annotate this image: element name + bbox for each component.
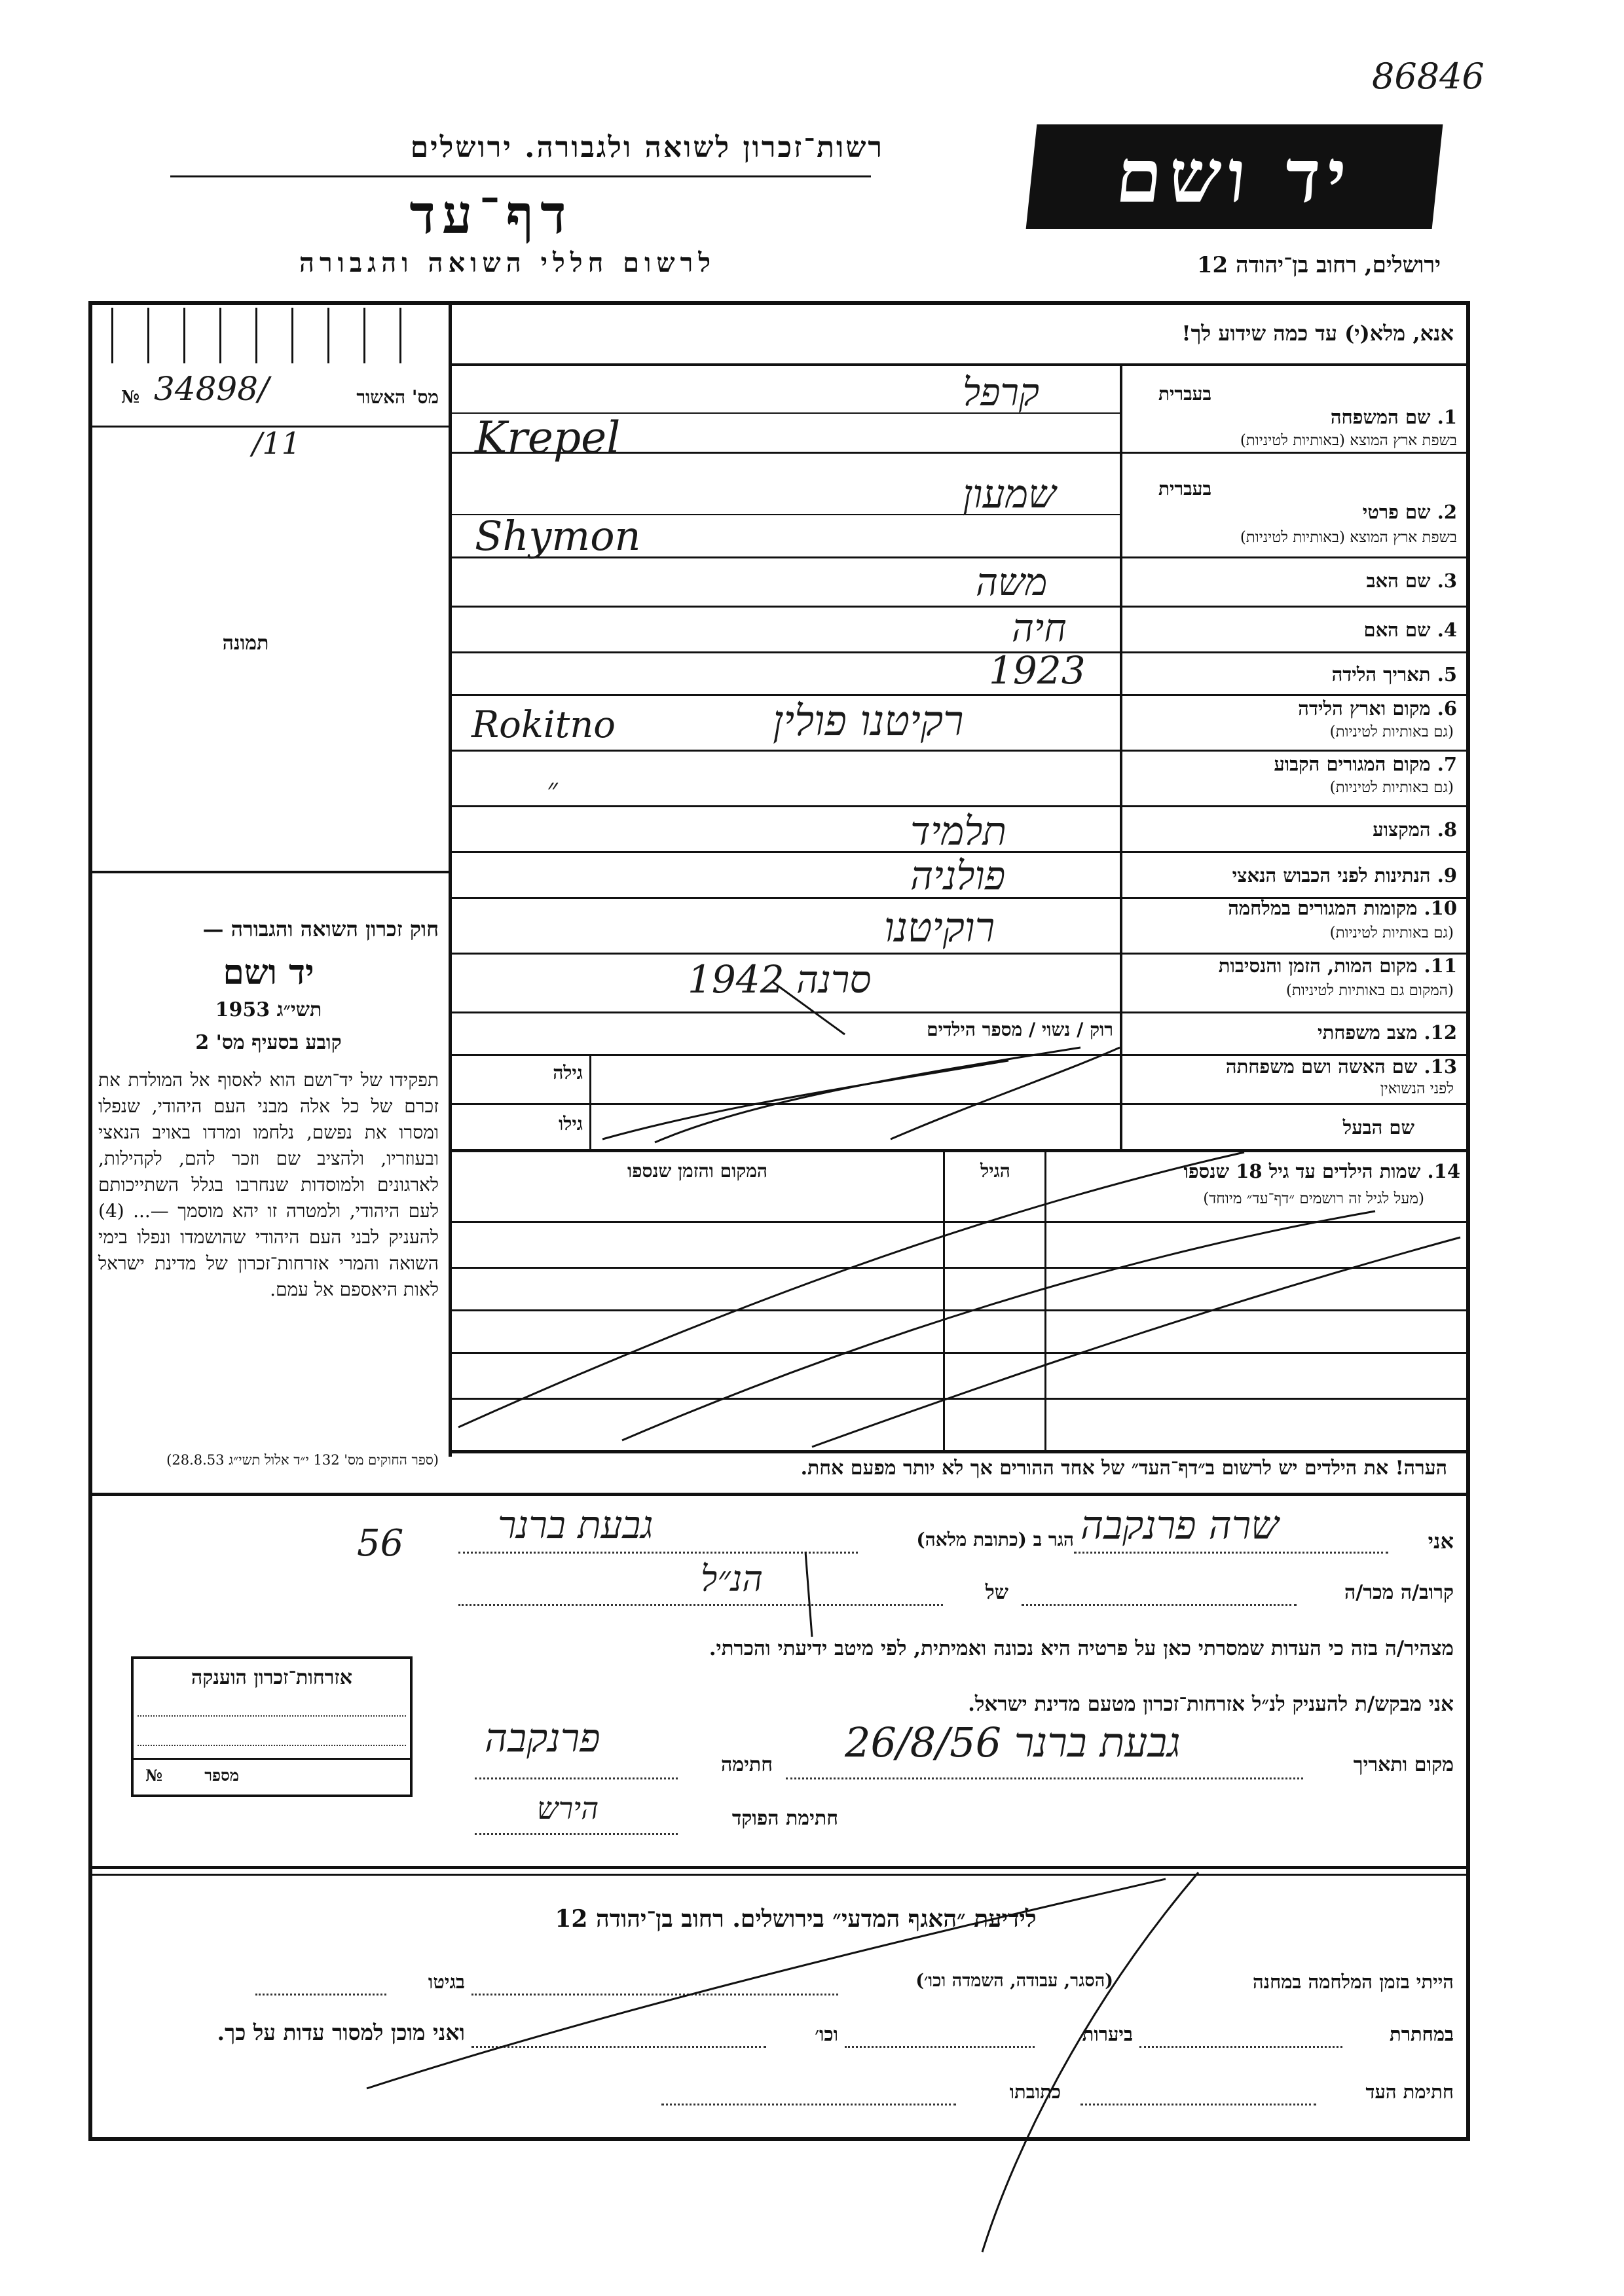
archive-number: 86846 <box>1372 56 1485 97</box>
law-name: יד ושם <box>223 953 314 993</box>
birth-place-hebrew: רקיטנו פולין <box>773 697 964 746</box>
field-2-note: בשפת ארץ המוצא (באותיות לטיניות) <box>1240 529 1457 546</box>
address: ירושלים, רחוב בן־יהודה 12 <box>1196 252 1441 278</box>
label-column-divider <box>1120 363 1122 1149</box>
field-10-note: (גם באותיות לטיניות) <box>1329 924 1454 941</box>
footer-line2-a: במחתרת <box>1390 2023 1454 2045</box>
field-8-label: 8. המקצוע <box>1373 818 1457 841</box>
field-13-label: 13. שם האשה ושם משפחתה <box>1225 1055 1457 1078</box>
citizenship-box-title: אזרחות־זכרון הוענקה <box>191 1666 353 1689</box>
law-clause: קובע בסעיף מס' 2 <box>195 1031 342 1054</box>
relative-of-value: הנ״ל <box>701 1558 763 1599</box>
declarant-address: גבעת ברנר <box>498 1503 654 1547</box>
husband-age-label: גילו <box>559 1113 583 1135</box>
declarant-name: שרה פרנקבה <box>1080 1503 1279 1548</box>
children-title: 14. שמות הילדים עד גיל 18 שנספו <box>1183 1160 1460 1182</box>
footer-line2-b: ביערות <box>1082 2023 1133 2045</box>
yad-vashem-logo: יד ושם <box>1026 124 1443 229</box>
field-1-label <box>1126 406 1457 429</box>
instruction: אנא, מלא(י) עד כמה שידוע לך! <box>1181 321 1454 346</box>
place-date-value: גבעת ברנר 26/8/56 <box>845 1719 1181 1766</box>
field-6-label: 6. מקום וארץ הלידה <box>1298 697 1457 720</box>
signature-label: חתימה <box>721 1753 773 1776</box>
birth-place-latin: Rokitno <box>471 704 616 746</box>
children-age-column: הגיל <box>980 1160 1010 1182</box>
citizenship-box-no: № <box>145 1766 163 1785</box>
field-10-label: 10. מקומות המגורים במלחמה <box>1228 897 1457 919</box>
footer-line1-b: (הסגר, עבודה, השמדה וכו׳) <box>915 1971 1113 1991</box>
photo-label: תמונה <box>222 632 269 655</box>
field-2-label <box>1126 501 1457 524</box>
form-subtitle: לרשום חללי השואה והגבורה <box>299 247 716 278</box>
field-1-text: שם המשפחה <box>1330 406 1431 428</box>
field-1-sublabel: בעברית <box>1158 383 1211 405</box>
first-name-hebrew: שמעון <box>963 471 1056 517</box>
law-body: תפקידו של יד־ושם הוא לאסוף אל המולדת את זכרם של כל אלה מבני העם היהודי, שנפלו ומסרו את נפשם, נלחמו ומרדו באויב הנאצי ובעוזריו, ולהציב שם וזכר להם, לקהילות, לארגונים ולמוסדות שנחרבו בגלל השתייכותם לעם היהודי, ולמטרה זו יהא מוסמך —... (4) להעניק לבני העם היהודי שהושמדו ונפלו בימי השואה והמרי אזרחות־זכרון של מדינת ישראל לאות היאספם אל עמם. <box>98 1069 439 1300</box>
residence-value: ״ <box>547 773 558 806</box>
wartime-residence: רוקיטנו <box>884 903 995 951</box>
citizenship: פולניה <box>910 853 1006 899</box>
field-3-label: 3. שם האב <box>1366 570 1457 592</box>
declaration-i-label: אני <box>1428 1529 1454 1554</box>
left-column-divider <box>449 304 452 1457</box>
declaration-number-margin: 56 <box>357 1522 404 1565</box>
children-place-column: המקום והזמן שנספו <box>627 1160 767 1182</box>
field-2-text: שם פרטי <box>1362 501 1431 523</box>
address-label: הגר ב (כתובת מלאה) <box>916 1529 1074 1550</box>
field-11-note: (המקום גם באותיות לטיניות) <box>1285 982 1454 999</box>
remark: הערה! את הילדים יש לרשום ב״דף־העד״ של אחד ההורים אך לא יותר מפעם אחת. <box>800 1457 1447 1480</box>
wife-age-label: גילה <box>553 1062 583 1084</box>
footer-line3-a: חתימת העד <box>1365 2081 1454 2103</box>
field-9-label: 9. הנתינות לפני הכבוש הנאצי <box>1232 864 1457 886</box>
registration-number: 34898/ <box>154 370 269 408</box>
field-1-number: 1. <box>1437 406 1457 428</box>
relative-label: קרוב/ה מכר/ה <box>1344 1581 1454 1604</box>
field-7-note: (גם באותיות לטיניות) <box>1329 779 1454 796</box>
father-name: משה <box>976 560 1048 604</box>
registration-suffix: /11 <box>252 426 301 461</box>
registration-no-symbol: № <box>121 388 140 407</box>
field-2-sublabel: בעברית <box>1158 478 1211 500</box>
declaration-request: אני מבקש/ת להעניק לנ״ל אזרחות־זכרון מטעם מדינת ישראל. <box>968 1692 1454 1716</box>
field-12-label: 12. מצב משפחתי <box>1318 1021 1457 1044</box>
marital-status-options: רוק / נשוי / מספר הילדים <box>927 1019 1113 1040</box>
footer-line2-c: וכו׳ <box>815 2023 838 2045</box>
photo-bottom-border <box>92 871 449 873</box>
of-label: של <box>985 1581 1008 1604</box>
footer-line2-d: ואני מוכן למסור עדות על כך. <box>217 2020 465 2045</box>
field-13-note: לפני הנשואין <box>1380 1080 1454 1097</box>
footer-line1-a: הייתי בזמן המלחמה במחנה <box>1252 1971 1454 1993</box>
footer-title: לידיעת ״האגף המדעי״ בירושלים. רחוב בן־יהודה 12 <box>555 1905 1037 1933</box>
husband-name-label: שם הבעל <box>1342 1116 1414 1139</box>
field-11-label: 11. מקום המות, הזמן והנסיבות <box>1218 955 1457 977</box>
footer-line1-c: בגיטו <box>428 1971 465 1993</box>
first-name-latin: Shymon <box>475 512 641 560</box>
officer-signature-label: חתימת הפוקד <box>731 1807 838 1830</box>
citizenship-box-number-label: מספר <box>204 1766 239 1785</box>
field-2-number: 2. <box>1437 501 1457 523</box>
law-source: (ספר החוקים מס' 132 י״ד אלול תשי״ג 28.8.53) <box>166 1452 439 1468</box>
birth-date: 1923 <box>989 648 1086 693</box>
law-title: חוק זכרון השואה והגבורה — <box>202 917 439 941</box>
field-1-note: בשפת ארץ המוצא (באותיות לטיניות) <box>1240 432 1457 449</box>
law-year: תשי״ג 1953 <box>215 998 322 1021</box>
form-title: דף־עד <box>409 183 573 246</box>
profession: תלמיד <box>910 809 1006 854</box>
registration-label: מס' האשור <box>356 386 439 408</box>
field-7-label: 7. מקום המגורים הקבוע <box>1274 753 1457 775</box>
field-5-label: 5. תאריך הלידה <box>1331 663 1457 685</box>
family-name-hebrew: קרפל <box>963 370 1040 414</box>
header-rule <box>170 175 871 177</box>
field-4-label: 4. שם האם <box>1363 619 1457 641</box>
authority-name: רשות־זכרון לשואה ולגבורה. ירושלים <box>410 131 884 164</box>
death-place-time: סרנה 1942 <box>688 957 872 1002</box>
footer-line3-b: כתובתו <box>1009 2081 1061 2103</box>
family-name-latin: Krepel <box>475 412 621 463</box>
mother-name: חיה <box>1012 606 1067 650</box>
officer-signature: הירש <box>537 1791 599 1826</box>
field-6-note: (גם באותיות לטיניות) <box>1329 723 1454 740</box>
children-note: (מעל לגיל זה רושמים ״דף־עד״ מיוחד) <box>1203 1190 1424 1207</box>
registration-ticks <box>98 308 445 367</box>
declarant-signature: פרנקבה <box>485 1715 600 1761</box>
declaration-statement: מצהיר/ה בזה כי העדות שמסרתי כאן על פרטיה היא נכונה ואמיתית, לפי מיטב ידיעתי והכרתי. <box>709 1637 1454 1660</box>
place-date-label: מקום ותאריך <box>1353 1753 1454 1776</box>
